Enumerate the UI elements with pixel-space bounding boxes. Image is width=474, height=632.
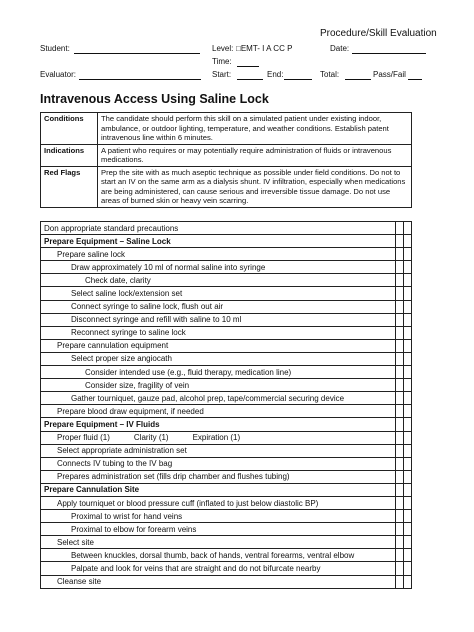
step-text: Prepare saline lock <box>41 248 396 261</box>
score-cell-a[interactable] <box>396 562 404 575</box>
step-text: Reconnect syringe to saline lock <box>41 326 396 339</box>
step-text: Apply tourniquet or blood pressure cuff (inflated to just below diastolic BP) <box>41 496 396 509</box>
score-cell-a[interactable] <box>396 549 404 562</box>
info-key: Indications <box>41 144 98 166</box>
step-row <box>41 536 412 549</box>
info-key: Red Flags <box>41 166 98 207</box>
score-cell-a[interactable] <box>396 300 404 313</box>
step-text: Select appropriate administration set <box>41 444 396 457</box>
info-text: The candidate should perform this skill on a simulated patient under existing indoor, ambulance, or outdoor lighting, temperature, and weather conditions. Establish patent intravenous line within 6 minutes. <box>98 113 412 145</box>
score-cell-a[interactable] <box>396 366 404 379</box>
score-cell-b[interactable] <box>404 313 412 326</box>
score-cell-a[interactable] <box>396 496 404 509</box>
step-row <box>41 496 412 509</box>
step-row <box>41 510 412 523</box>
step-text: Prepare blood draw equipment, if needed <box>41 405 396 418</box>
fluid-check-item: Expiration (1) <box>192 433 241 443</box>
info-key: Conditions <box>41 113 98 145</box>
time-field[interactable] <box>237 66 259 67</box>
info-row-conditions <box>41 113 412 145</box>
date-field[interactable] <box>352 53 426 54</box>
score-cell-b[interactable] <box>404 261 412 274</box>
fluid-check-item: Proper fluid (1) <box>57 433 110 443</box>
score-cell-a[interactable] <box>396 470 404 483</box>
step-text: Proximal to elbow for forearm veins <box>41 523 396 536</box>
step-text: Select saline lock/extension set <box>41 287 396 300</box>
start-label: Start: <box>212 70 232 79</box>
step-text: Cleanse site <box>41 575 396 588</box>
score-cell-b[interactable] <box>404 431 412 444</box>
score-cell-b[interactable] <box>404 444 412 457</box>
section-header-row <box>41 483 412 496</box>
section-header-row <box>41 235 412 248</box>
score-cell-b[interactable] <box>404 549 412 562</box>
step-row <box>41 326 412 339</box>
section-header-row <box>41 418 412 431</box>
score-cell-a[interactable] <box>396 287 404 300</box>
step-text: Prepare cannulation equipment <box>41 339 396 352</box>
score-cell-b[interactable] <box>404 510 412 523</box>
info-row-red-flags <box>41 166 412 207</box>
step-text: Select proper size angiocath <box>41 352 396 365</box>
score-cell-a[interactable] <box>396 352 404 365</box>
passfail-label: Pass/Fail <box>373 70 406 79</box>
time-label: Time: <box>212 57 232 66</box>
score-cell-a[interactable] <box>396 392 404 405</box>
score-cell-a[interactable] <box>396 261 404 274</box>
score-cell-b[interactable] <box>404 235 412 248</box>
score-cell-a[interactable] <box>396 483 404 496</box>
score-cell-a[interactable] <box>396 510 404 523</box>
score-cell-a[interactable] <box>396 235 404 248</box>
step-text: Check date, clarity <box>41 274 396 287</box>
document-title: Intravenous Access Using Saline Lock <box>40 92 269 106</box>
step-row <box>41 248 412 261</box>
score-cell-a[interactable] <box>396 405 404 418</box>
score-cell-a[interactable] <box>396 313 404 326</box>
step-row <box>41 352 412 365</box>
step-row <box>41 313 412 326</box>
level-options[interactable]: □EMT- I A CC P <box>236 44 293 53</box>
score-cell-b[interactable] <box>404 248 412 261</box>
end-label: End: <box>267 70 284 79</box>
level-label: Level: <box>212 44 234 53</box>
step-row <box>41 431 412 444</box>
step-row <box>41 444 412 457</box>
step-row <box>41 523 412 536</box>
score-cell-b[interactable] <box>404 326 412 339</box>
section-header-text: Prepare Equipment – Saline Lock <box>41 235 396 248</box>
step-text: Gather tourniquet, gauze pad, alcohol prep, tape/commercial securing device <box>41 392 396 405</box>
score-cell-a[interactable] <box>396 222 404 235</box>
score-cell-a[interactable] <box>396 536 404 549</box>
score-cell-b[interactable] <box>404 379 412 392</box>
evaluator-label: Evaluator: <box>40 70 77 79</box>
step-text: Disconnect syringe and refill with saline to 10 ml <box>41 313 396 326</box>
step-row <box>41 222 412 235</box>
step-row <box>41 470 412 483</box>
date-label: Date: <box>330 44 350 53</box>
score-cell-b[interactable] <box>404 575 412 588</box>
step-row <box>41 405 412 418</box>
step-row <box>41 287 412 300</box>
score-cell-b[interactable] <box>404 392 412 405</box>
score-cell-b[interactable] <box>404 274 412 287</box>
score-cell-b[interactable] <box>404 339 412 352</box>
step-text: Proximal to wrist for hand veins <box>41 510 396 523</box>
score-cell-a[interactable] <box>396 444 404 457</box>
score-cell-b[interactable] <box>404 418 412 431</box>
score-cell-b[interactable] <box>404 222 412 235</box>
score-cell-a[interactable] <box>396 575 404 588</box>
student-field[interactable] <box>74 53 200 54</box>
score-cell-b[interactable] <box>404 352 412 365</box>
step-text: Consider size, fragility of vein <box>41 379 396 392</box>
step-text: Don appropriate standard precautions <box>41 222 396 235</box>
score-cell-a[interactable] <box>396 326 404 339</box>
step-text: Connects IV tubing to the IV bag <box>41 457 396 470</box>
step-row <box>41 300 412 313</box>
score-cell-a[interactable] <box>396 457 404 470</box>
step-row <box>41 562 412 575</box>
step-text: Connect syringe to saline lock, flush out air <box>41 300 396 313</box>
step-row <box>41 457 412 470</box>
fluid-check-item: Clarity (1) <box>133 433 169 443</box>
score-cell-b[interactable] <box>404 496 412 509</box>
total-label: Total: <box>320 70 340 79</box>
score-cell-a[interactable] <box>396 431 404 444</box>
step-row <box>41 274 412 287</box>
end-field[interactable] <box>284 79 312 80</box>
info-text: A patient who requires or may potentially require administration of fluids or intravenous medications. <box>98 144 412 166</box>
step-text: Prepares administration set (fills drip chamber and flushes tubing) <box>41 470 396 483</box>
step-row <box>41 549 412 562</box>
score-cell-b[interactable] <box>404 457 412 470</box>
score-cell-a[interactable] <box>396 379 404 392</box>
score-cell-a[interactable] <box>396 523 404 536</box>
score-cell-b[interactable] <box>404 483 412 496</box>
score-cell-b[interactable] <box>404 562 412 575</box>
score-cell-b[interactable] <box>404 405 412 418</box>
step-text: Consider intended use (e.g., fluid therapy, medication line) <box>41 366 396 379</box>
info-table <box>40 112 412 208</box>
step-text: Draw approximately 10 ml of normal saline into syringe <box>41 261 396 274</box>
step-row <box>41 392 412 405</box>
step-text <box>41 431 396 444</box>
score-cell-a[interactable] <box>396 339 404 352</box>
step-text: Palpate and look for veins that are straight and do not bifurcate nearby <box>41 562 396 575</box>
score-cell-a[interactable] <box>396 248 404 261</box>
score-cell-b[interactable] <box>404 470 412 483</box>
evaluation-title: Procedure/Skill Evaluation <box>320 28 437 39</box>
step-row <box>41 261 412 274</box>
step-row <box>41 366 412 379</box>
student-label: Student: <box>40 44 70 53</box>
section-header-text: Prepare Equipment – IV Fluids <box>41 418 396 431</box>
start-field[interactable] <box>237 79 263 80</box>
steps-table <box>40 221 412 589</box>
score-cell-a[interactable] <box>396 418 404 431</box>
step-text: Between knuckles, dorsal thumb, back of hands, ventral forearms, ventral elbow <box>41 549 396 562</box>
section-header-text: Prepare Cannulation Site <box>41 483 396 496</box>
step-row <box>41 575 412 588</box>
score-cell-b[interactable] <box>404 287 412 300</box>
score-cell-b[interactable] <box>404 300 412 313</box>
score-cell-b[interactable] <box>404 523 412 536</box>
score-cell-a[interactable] <box>396 274 404 287</box>
info-row-indications <box>41 144 412 166</box>
step-text: Select site <box>41 536 396 549</box>
score-cell-b[interactable] <box>404 536 412 549</box>
total-field[interactable] <box>345 79 371 80</box>
step-row <box>41 379 412 392</box>
score-cell-b[interactable] <box>404 366 412 379</box>
passfail-field[interactable] <box>408 79 422 80</box>
info-text: Prep the site with as much aseptic technique as possible under field conditions. Do not to start an IV on the same arm as a dialysis shunt. IV infiltration, especially when medications are being administered, can cause serious and irreversible tissue damage. Do not use areas of burned skin or heavy vein scarring. <box>98 166 412 207</box>
step-row <box>41 339 412 352</box>
evaluator-field[interactable] <box>79 79 201 80</box>
